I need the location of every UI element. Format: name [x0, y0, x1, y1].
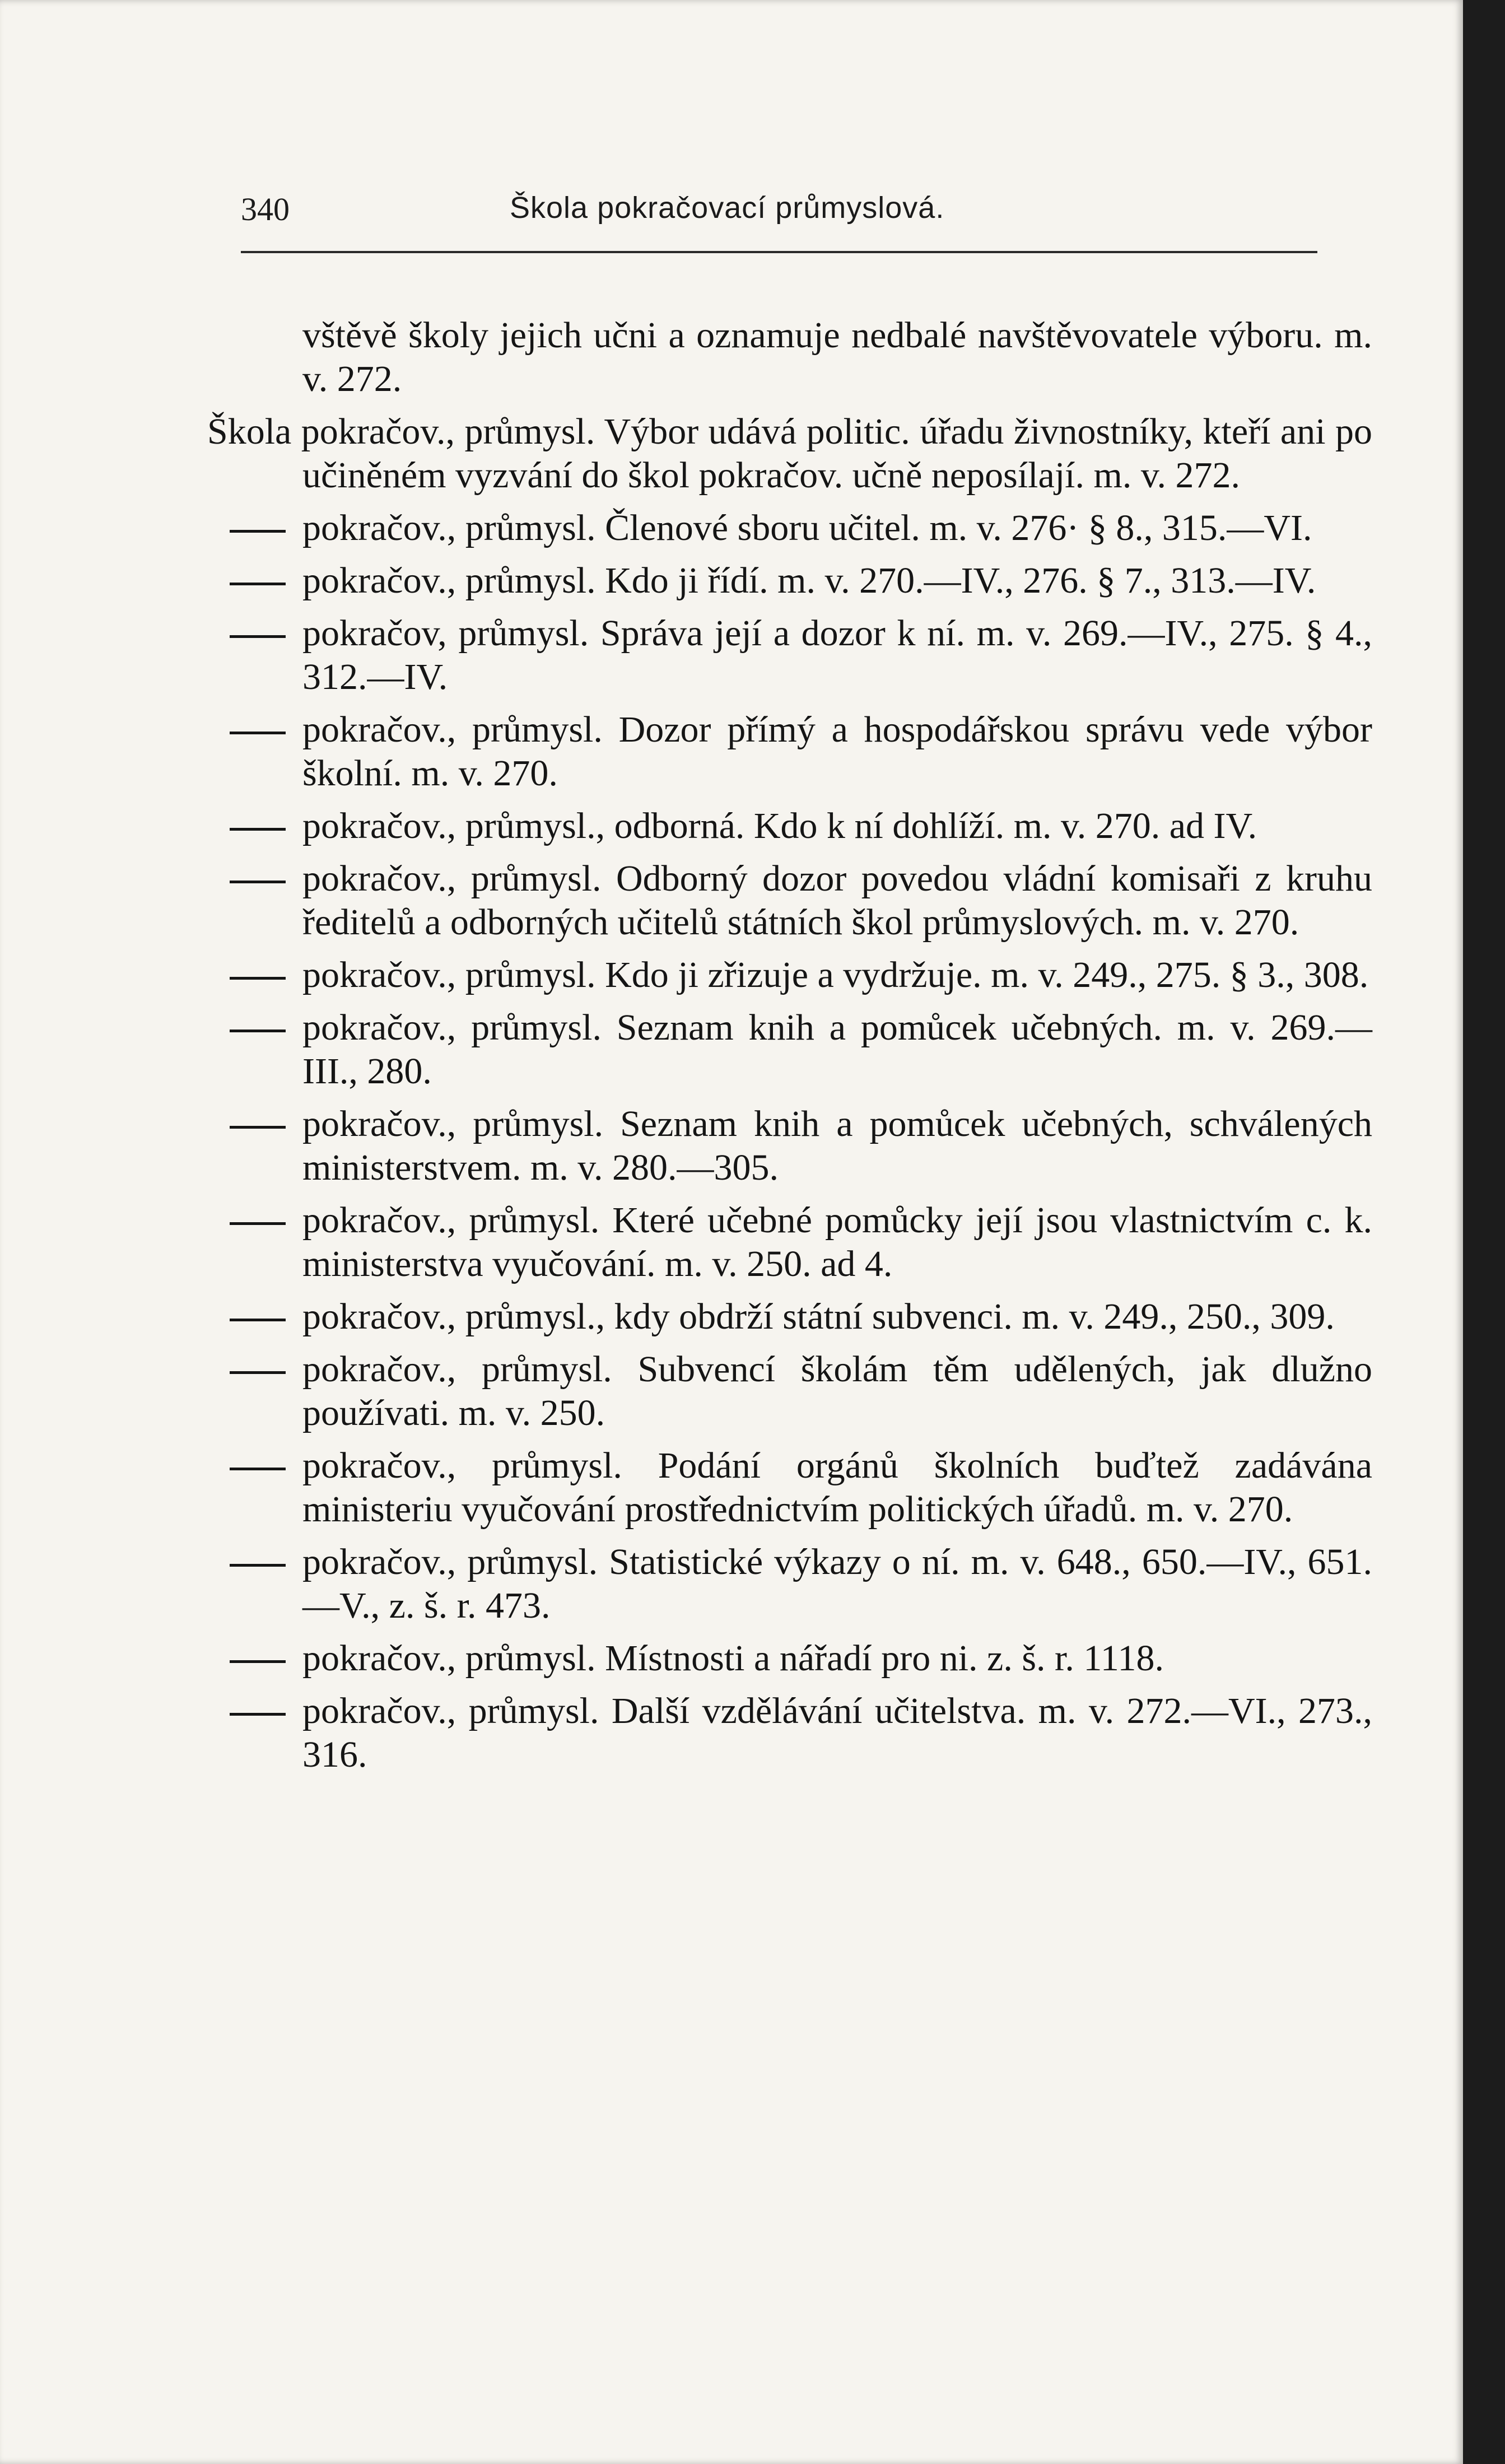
entry-text: pokračov., průmysl. Seznam knih a pomůcek učebných. m. v. 269.—III., 280.	[302, 1007, 1372, 1092]
index-entry	[207, 1444, 1372, 1531]
dash-mark	[207, 559, 302, 603]
dash-mark	[207, 857, 302, 901]
index-entry	[207, 1348, 1372, 1435]
dash-mark	[207, 1006, 302, 1050]
dash-mark	[207, 1348, 302, 1391]
dash-mark	[207, 953, 302, 997]
entry-text: pokračov, průmysl. Správa její a dozor k ní. m. v. 269.—IV., 275. § 4., 312.—IV.	[302, 613, 1372, 697]
index-entry	[207, 804, 1372, 848]
index-entry	[207, 1637, 1372, 1680]
dash-mark	[207, 612, 302, 655]
index-entry	[207, 1102, 1372, 1190]
index-entry	[207, 953, 1372, 997]
index-entries	[207, 314, 1372, 1786]
dash-mark	[207, 708, 302, 752]
entry-text: pokračov., průmysl. Subvencí školám těm udělených, jak dlužno používati. m. v. 250.	[302, 1349, 1372, 1433]
entry-text: vštěvě školy jejich učni a oznamuje nedbalé navštěvovatele výboru. m. v. 272.	[302, 315, 1372, 399]
header-rule	[241, 251, 1317, 253]
index-entry	[207, 506, 1372, 550]
index-entry	[207, 1006, 1372, 1093]
index-entry	[207, 1295, 1372, 1339]
entry-text: pokračov., průmysl. Kdo ji řídí. m. v. 270.—IV., 276. § 7., 313.—IV.	[302, 560, 1316, 601]
entry-text: pokračov., průmysl., kdy obdrží státní subvenci. m. v. 249., 250., 309.	[302, 1296, 1335, 1337]
dash-mark	[207, 804, 302, 848]
index-entry	[207, 1199, 1372, 1286]
dash-mark	[207, 1689, 302, 1733]
dash-mark	[207, 506, 302, 550]
dash-mark	[207, 1444, 302, 1488]
entry-text: pokračov., průmysl. Odborný dozor povedou vládní komisaři z kruhu ředitelů a odborných učitelů státních škol průmyslových. m. v. 270.	[302, 858, 1372, 943]
entry-text: pokračov., průmysl. Které učebné pomůcky její jsou vlastnictvím c. k. ministerstva vyučování. m. v. 250. ad 4.	[302, 1200, 1372, 1284]
index-entry	[207, 1689, 1372, 1777]
entry-text: pokračov., průmysl. Kdo ji zřizuje a vydržuje. m. v. 249., 275. § 3., 308.	[302, 954, 1369, 995]
dash-mark	[207, 1540, 302, 1584]
entry-text: pokračov., průmysl. Členové sboru učitel. m. v. 276· § 8., 315.—VI.	[302, 507, 1312, 548]
entry-text: pokračov., průmysl. Seznam knih a pomůcek učebných, schválených ministerstvem. m. v. 280.—305.	[302, 1103, 1372, 1188]
entry-text: pokračov., průmysl. Statistické výkazy o ní. m. v. 648., 650.—IV., 651.—V., z. š. r. 473.	[302, 1541, 1372, 1626]
dash-mark	[207, 1199, 302, 1242]
dash-mark	[207, 1102, 302, 1146]
index-entry-continuation	[207, 314, 1372, 401]
entry-text: pokračov., průmysl. Místnosti a nářadí pro ni. z. š. r. 1118.	[302, 1638, 1164, 1679]
entry-text: pokračov., průmysl., odborná. Kdo k ní dohlíží. m. v. 270. ad IV.	[302, 805, 1257, 846]
index-entry	[207, 1540, 1372, 1628]
dash-mark	[207, 1295, 302, 1339]
entry-text: pokračov., průmysl. Další vzdělávání učitelstva. m. v. 272.—VI., 273., 316.	[302, 1690, 1372, 1775]
page-number: 340	[241, 191, 290, 227]
running-title: Škola pokračovací průmyslová.	[510, 191, 945, 225]
entry-text: pokračov., průmysl. Podání orgánů školních buďtež zadávána ministeriu vyučování prostřednictvím politických úřadů. m. v. 270.	[302, 1445, 1372, 1530]
index-entry	[207, 857, 1372, 944]
running-head	[241, 185, 1317, 246]
index-entry	[207, 708, 1372, 795]
index-entry	[207, 612, 1372, 699]
index-entry	[207, 559, 1372, 603]
entry-text: pokračov., průmysl. Dozor přímý a hospodářskou správu vede výbor školní. m. v. 270.	[302, 709, 1372, 794]
dash-mark	[207, 1637, 302, 1680]
index-entry-head	[207, 410, 1372, 497]
entry-text: Škola pokračov., průmysl. Výbor udává politic. úřadu živnostníky, kteří ani po učiněném vyzvání do škol pokračov. učně neposílají. m. v. 272.	[207, 411, 1372, 496]
